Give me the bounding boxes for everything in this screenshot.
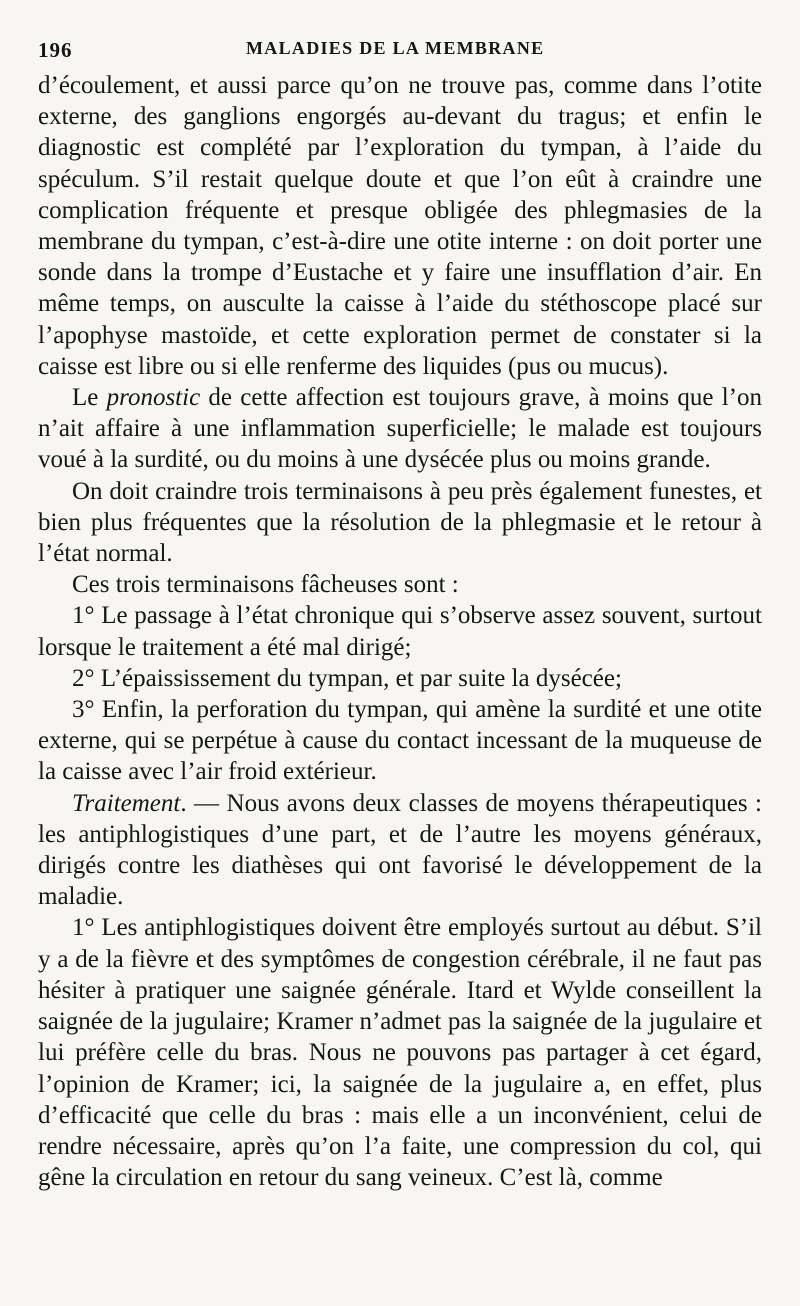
page-number: 196 [38, 38, 73, 62]
paragraph-treatment: Traitement. — Nous avons deux classes de moyens thérapeutiques : les antiphlogistiques d’une part, et de l’autre les moyens généraux, dirigés contre les diathèses qui ont favorisé le développement de la maladie. [38, 789, 762, 911]
paragraph-list-intro: Ces trois terminaisons fâcheuses sont : [72, 571, 459, 599]
list-item-1: 1° Le passage à l’état chronique qui s’observe assez souvent, surtout lorsque le traitement a été mal dirigé; [38, 602, 762, 661]
term-pronostic: pronostic [106, 384, 201, 412]
paragraph-diagnosis-continued: d’écoulement, et aussi parce qu’on ne trouve pas, comme dans l’otite externe, des ganglions engorgés au-devant du tragus; et enfin le diagnostic est complété par l’exploration du tympan, à l’aide du spéculum. S’il restait quelque doute et que l’on eût à craindre une complication fréquente et presque obligée des phlegmasies de la membrane du tympan, c’est-à-dire une otite interne : on doit porter une sonde dans la trompe d’Eustache et y faire une insufflation d’air. En même temps, on ausculte la caisse à l’aide du stéthoscope placé sur l’apophyse mastoïde, et cette exploration permet de constater si la caisse est libre ou si elle renferme des liquides (pus ou mucus). [38, 72, 762, 380]
paragraph-antiphlogistics: 1° Les antiphlogistiques doivent être employés surtout au début. S’il y a de la fièvre et des symptômes de congestion cérébrale, il ne faut pas hésiter à pratiquer une saignée générale. Itard et Wylde conseillent la saignée de la jugulaire; Kramer n’admet pas la saignée de la jugulaire et lui préfère celle du bras. Nous ne pouvons pas partager à cet égard, l’opinion de Kramer; ici, la saignée de la jugulaire a, en effet, plus d’efficacité que celle du bras : mais elle a un inconvénient, celui de rendre nécessaire, après qu’on l’a faite, une compression du col, qui gêne la circulation en retour du sang veineux. C’est là, comme [38, 914, 762, 1192]
body-text [38, 70, 762, 1193]
running-title: MALADIES DE LA MEMBRANE [246, 38, 545, 58]
paragraph-prognosis: Le pronostic de cette affection est toujours grave, à moins que l’on n’ait affaire à une inflammation superficielle; le malade est toujours voué à la surdité, ou du moins à une dysécée plus ou moins grande. [38, 384, 762, 474]
paragraph-terminations: On doit craindre trois terminaisons à peu près également funestes, et bien plus fréquentes que la résolution de la phlegmasie et le retour à l’état normal. [38, 477, 762, 568]
list-item-2: 2° L’épaississement du tympan, et par suite la dysécée; [72, 664, 622, 692]
list-item-3: 3° Enfin, la perforation du tympan, qui amène la surdité et une otite externe, qui se perpétue à cause du contact incessant de la muqueuse de la caisse avec l’air froid extérieur. [38, 696, 762, 786]
term-traitement: Traitement [72, 789, 181, 817]
page-header [38, 36, 762, 70]
